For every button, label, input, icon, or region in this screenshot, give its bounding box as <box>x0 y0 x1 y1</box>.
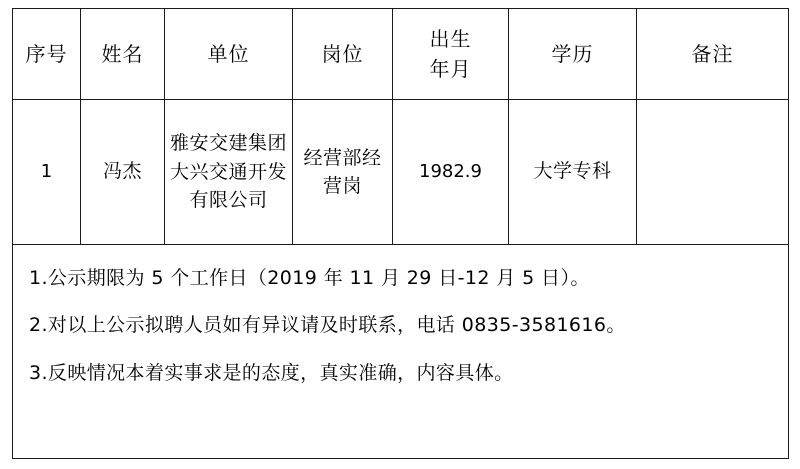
header-cell-name: 姓名 <box>81 9 165 100</box>
table-header-row <box>13 9 789 100</box>
announcement-table <box>12 8 789 459</box>
note-line-3: 3.反映情况本着实事求是的态度，真实准确，内容具体。 <box>29 361 514 384</box>
header-cell-education: 学历 <box>509 9 637 100</box>
cell-unit: 雅安交建集团大兴交通开发有限公司 <box>165 100 293 245</box>
cell-education: 大学专科 <box>509 100 637 245</box>
notes-row <box>13 245 789 459</box>
note-line-1: 1.公示期限为 5 个工作日（2019 年 11 月 29 日-12 月 5 日）。 <box>29 267 590 289</box>
header-cell-unit: 单位 <box>165 9 293 100</box>
header-cell-position: 岗位 <box>293 9 393 100</box>
table-row <box>13 100 789 245</box>
header-cell-birthdate: 出生 年月 <box>393 9 509 100</box>
notes-cell <box>13 245 789 459</box>
cell-position: 经营部经营岗 <box>293 100 393 245</box>
cell-name: 冯杰 <box>81 100 165 245</box>
header-cell-index: 序号 <box>13 9 81 100</box>
note-line-2: 2.对以上公示拟聘人员如有异议请及时联系，电话 0835-3581616。 <box>29 314 626 337</box>
header-cell-remark: 备注 <box>637 9 789 100</box>
cell-birthdate: 1982.9 <box>393 100 509 245</box>
cell-remark <box>637 100 789 245</box>
cell-index: 1 <box>13 100 81 245</box>
